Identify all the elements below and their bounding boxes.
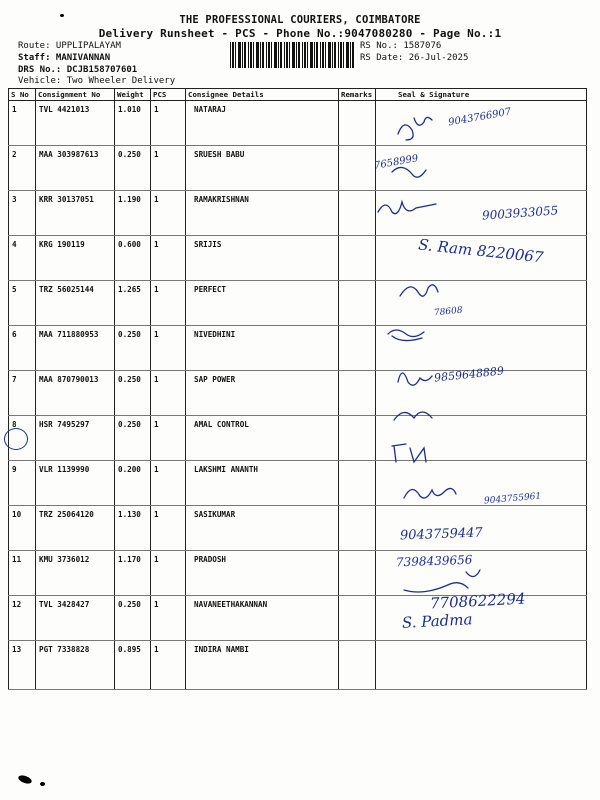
barcode-icon [230, 42, 356, 68]
cell-weight: 0.250 [115, 371, 151, 416]
cell-weight: 0.200 [115, 461, 151, 506]
cell-consignee: NAVANEETHAKANNAN [186, 596, 339, 641]
table-row [9, 236, 587, 281]
cell-signature [376, 101, 587, 146]
table-row [9, 506, 587, 551]
cell-sno: 5 [9, 281, 36, 326]
col-pcs: PCS [151, 89, 186, 101]
cell-weight: 1.170 [115, 551, 151, 596]
company-title: THE PROFESSIONAL COURIERS, COIMBATORE [179, 14, 421, 26]
cell-signature [376, 596, 587, 641]
col-consignment: Consignment No [36, 89, 115, 101]
cell-consignee: RAMAKRISHNAN [186, 191, 339, 236]
cell-consignment: VLR 1139990 [36, 461, 115, 506]
cell-consignee: SRIJIS [186, 236, 339, 281]
cell-weight: 1.010 [115, 101, 151, 146]
cell-weight: 1.130 [115, 506, 151, 551]
cell-consignment: MAA 303987613 [36, 146, 115, 191]
cell-remarks [339, 506, 376, 551]
cell-remarks [339, 191, 376, 236]
cell-consignee: LAKSHMI ANANTH [186, 461, 339, 506]
cell-consignee: NATARAJ [186, 101, 339, 146]
table-row [9, 596, 587, 641]
scan-speck [60, 14, 64, 17]
cell-consignment: MAA 870790013 [36, 371, 115, 416]
cell-pcs: 1 [151, 281, 186, 326]
cell-pcs: 1 [151, 416, 186, 461]
cell-consignee: PERFECT [186, 281, 339, 326]
handwritten-phone-row11: 9043759447 [399, 525, 483, 544]
cell-consignee: INDIRA NAMBI [186, 641, 339, 690]
cell-pcs: 1 [151, 641, 186, 690]
cell-remarks [339, 146, 376, 191]
cell-remarks [339, 101, 376, 146]
cell-remarks [339, 281, 376, 326]
cell-weight: 0.600 [115, 236, 151, 281]
cell-pcs: 1 [151, 461, 186, 506]
cell-sno: 12 [9, 596, 36, 641]
cell-pcs: 1 [151, 146, 186, 191]
cell-consignment: MAA 711880953 [36, 326, 115, 371]
handwritten-phone-row1: 9043766907 [447, 106, 513, 129]
table-row [9, 146, 587, 191]
cell-weight: 1.190 [115, 191, 151, 236]
cell-pcs: 1 [151, 326, 186, 371]
cell-remarks [339, 416, 376, 461]
cell-consignment: TRZ 56025144 [36, 281, 115, 326]
vehicle-label: Vehicle: Two Wheeler Delivery [18, 76, 176, 86]
cell-sno: 13 [9, 641, 36, 690]
table-row [9, 416, 587, 461]
cell-sno: 2 [9, 146, 36, 191]
handwritten-phone-row13: 7708622294 [429, 589, 526, 613]
cell-sno: 8 [9, 416, 36, 461]
rs-date: RS Date: 26-Jul-2025 [360, 53, 469, 63]
cell-consignment: HSR 7495297 [36, 416, 115, 461]
route-label: Route: UPPLIPALAYAM [18, 41, 121, 51]
cell-consignment: KMU 3736012 [36, 551, 115, 596]
cell-consignment: KRG 190119 [36, 236, 115, 281]
table-row [9, 551, 587, 596]
cell-consignee: SAP POWER [186, 371, 339, 416]
handwritten-circle-mark [4, 428, 28, 450]
cell-consignment: TRZ 25064120 [36, 506, 115, 551]
cell-remarks [339, 551, 376, 596]
cell-pcs: 1 [151, 371, 186, 416]
scan-smudge [17, 774, 33, 785]
cell-consignment: TVL 4421013 [36, 101, 115, 146]
cell-pcs: 1 [151, 596, 186, 641]
table-row [9, 191, 587, 236]
cell-weight: 0.250 [115, 326, 151, 371]
table-row [9, 461, 587, 506]
col-weight: Weight [115, 89, 151, 101]
cell-pcs: 1 [151, 191, 186, 236]
cell-pcs: 1 [151, 506, 186, 551]
cell-signature [376, 551, 587, 596]
cell-weight: 0.250 [115, 416, 151, 461]
cell-pcs: 1 [151, 236, 186, 281]
cell-consignee: SRUESH BABU [186, 146, 339, 191]
cell-consignment: KRR 30137051 [36, 191, 115, 236]
table-row [9, 371, 587, 416]
handwritten-phone-row6: 78608 [433, 305, 464, 319]
drs-number: DRS No.: DCJB158707601 [18, 65, 138, 75]
runsheet-subtitle: Delivery Runsheet - PCS - Phone No.:9047080280 - Page No.:1 [98, 27, 502, 40]
table-row [9, 101, 587, 146]
cell-weight: 0.250 [115, 596, 151, 641]
cell-signature [376, 281, 587, 326]
cell-consignee: SASIKUMAR [186, 506, 339, 551]
col-sno: S No [9, 89, 36, 101]
cell-remarks [339, 326, 376, 371]
cell-sno: 11 [9, 551, 36, 596]
scan-speck [40, 782, 45, 786]
table-row [9, 281, 587, 326]
handwritten-phone-row12: 7398439656 [395, 552, 473, 570]
handwritten-signature-row13: S. Padma [401, 610, 473, 632]
cell-remarks [339, 236, 376, 281]
table-header-row [9, 89, 587, 101]
cell-signature [376, 641, 587, 690]
cell-signature [376, 191, 587, 236]
rs-number: RS No.: 1587076 [360, 41, 442, 51]
cell-pcs: 1 [151, 551, 186, 596]
cell-sno: 1 [9, 101, 36, 146]
staff-label: Staff: MANIVANNAN [18, 53, 111, 63]
cell-consignment: PGT 7338828 [36, 641, 115, 690]
cell-signature [376, 326, 587, 371]
cell-consignee: NIVEDHINI [186, 326, 339, 371]
col-remarks: Remarks [339, 89, 376, 101]
cell-signature [376, 371, 587, 416]
handwritten-phone-row3: 9003933055 [481, 203, 559, 223]
table-row [9, 641, 587, 690]
cell-signature [376, 236, 587, 281]
col-signature: Seal & Signature [376, 89, 587, 101]
cell-signature [376, 506, 587, 551]
cell-sno: 7 [9, 371, 36, 416]
cell-weight: 1.265 [115, 281, 151, 326]
cell-pcs: 1 [151, 101, 186, 146]
cell-sno: 4 [9, 236, 36, 281]
cell-sno: 6 [9, 326, 36, 371]
handwritten-phone-row10: 9043755961 [483, 491, 542, 507]
cell-remarks [339, 641, 376, 690]
cell-weight: 0.895 [115, 641, 151, 690]
cell-remarks [339, 371, 376, 416]
cell-signature [376, 461, 587, 506]
cell-signature [376, 416, 587, 461]
cell-sno: 9 [9, 461, 36, 506]
runsheet-table [8, 88, 587, 690]
cell-sno: 3 [9, 191, 36, 236]
handwritten-signature-row4: S. Ram 8220067 [417, 235, 545, 267]
cell-remarks [339, 596, 376, 641]
handwritten-phone-row2: 7658999 [373, 153, 420, 172]
cell-signature [376, 146, 587, 191]
handwritten-phone-row7: 9859648889 [433, 364, 505, 385]
cell-consignee: PRADOSH [186, 551, 339, 596]
cell-consignee: AMAL CONTROL [186, 416, 339, 461]
cell-consignment: TVL 3428427 [36, 596, 115, 641]
cell-remarks [339, 461, 376, 506]
col-consignee: Consignee Details [186, 89, 339, 101]
cell-weight: 0.250 [115, 146, 151, 191]
table-row [9, 326, 587, 371]
cell-sno: 10 [9, 506, 36, 551]
